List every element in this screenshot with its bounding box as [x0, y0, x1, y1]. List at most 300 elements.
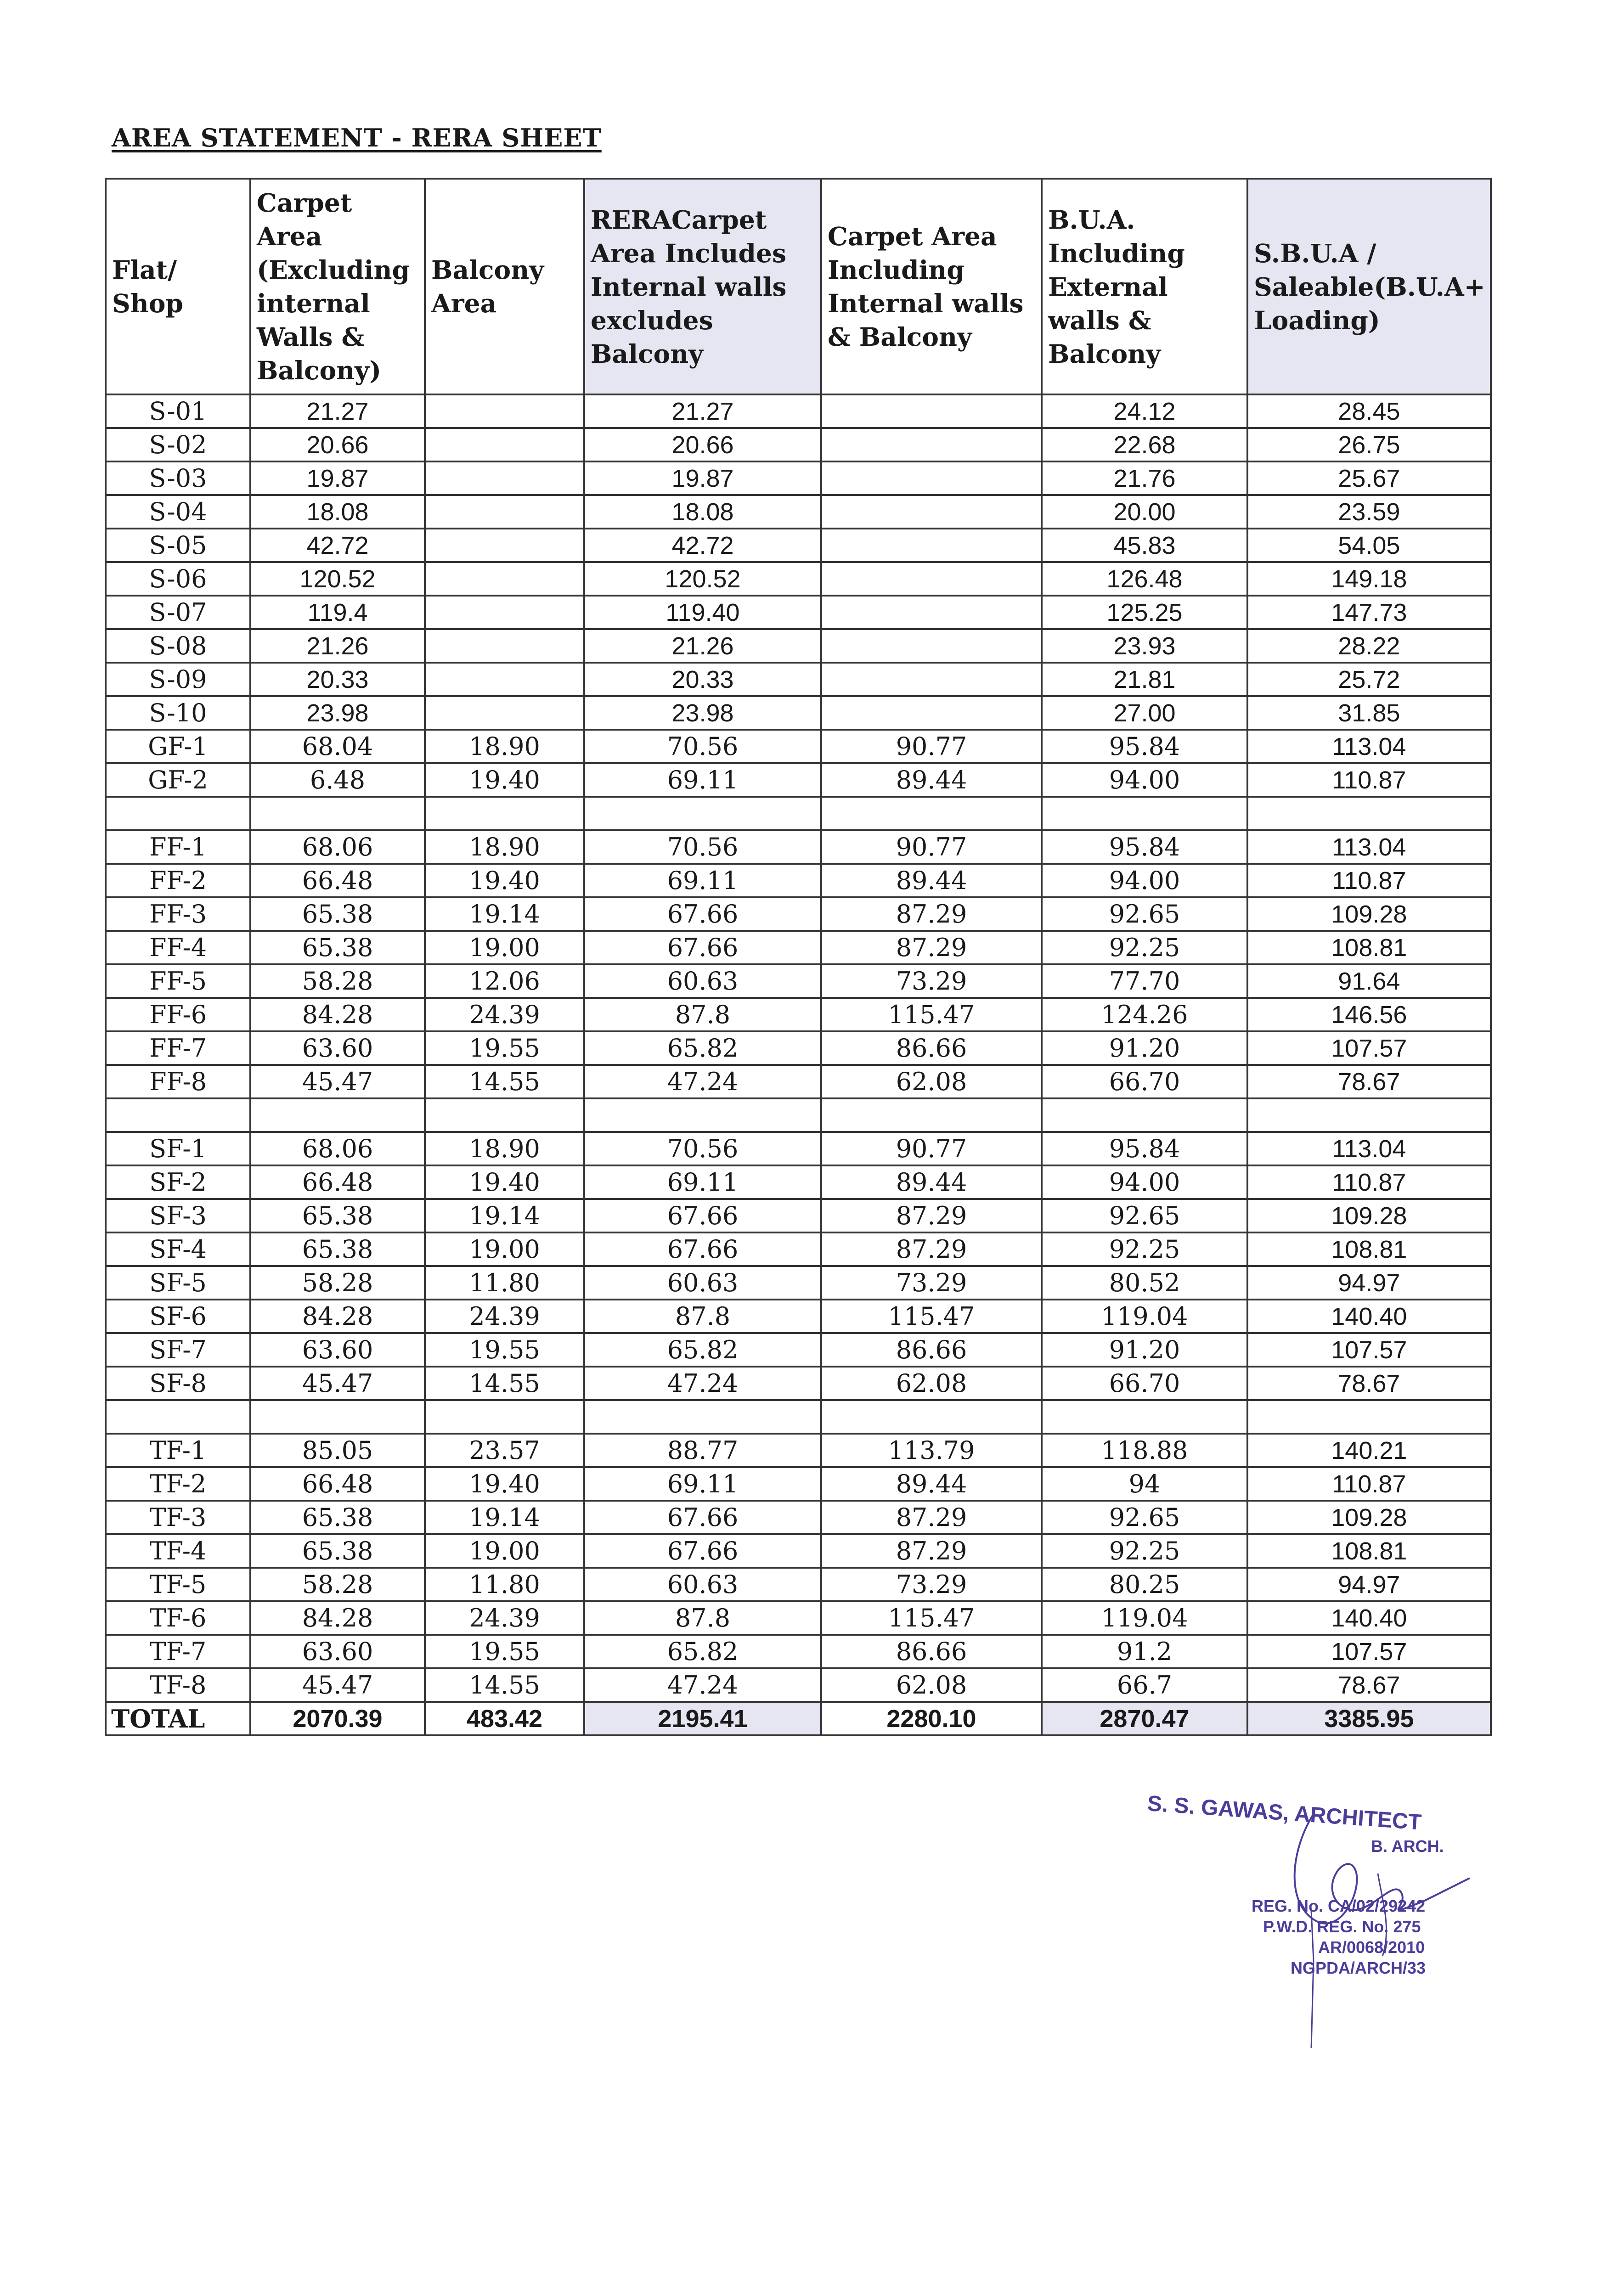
cell-bua	[1042, 1098, 1247, 1132]
cell-incl	[821, 696, 1042, 730]
cell-bua	[1042, 1400, 1247, 1434]
table-row	[106, 730, 1491, 763]
cell-bua: 95.84	[1042, 830, 1247, 864]
cell-incl: 90.77	[821, 730, 1042, 763]
cell-rera: 65.82	[584, 1635, 821, 1668]
cell-carpet: 45.47	[250, 1065, 425, 1098]
table-row	[106, 1467, 1491, 1501]
cell-sbua: 107.57	[1247, 1333, 1491, 1367]
cell-incl: 73.29	[821, 964, 1042, 998]
cell-bua: 92.25	[1042, 1232, 1247, 1266]
table-row	[106, 428, 1491, 461]
cell-id: S-08	[106, 629, 250, 663]
cell-balcony: 19.00	[425, 1232, 584, 1266]
cell-bua: 91.2	[1042, 1635, 1247, 1668]
cell-incl	[821, 394, 1042, 428]
cell-carpet: 68.04	[250, 730, 425, 763]
cell-sbua: 113.04	[1247, 730, 1491, 763]
cell-id: FF-4	[106, 931, 250, 964]
cell-incl	[821, 629, 1042, 663]
cell-sbua: 26.75	[1247, 428, 1491, 461]
cell-balcony: 14.55	[425, 1367, 584, 1400]
cell-balcony: 24.39	[425, 998, 584, 1031]
cell-bua: 27.00	[1042, 696, 1247, 730]
total-rera: 2195.41	[584, 1702, 821, 1735]
cell-sbua: 23.59	[1247, 495, 1491, 529]
cell-incl: 87.29	[821, 1501, 1042, 1534]
cell-carpet: 65.38	[250, 897, 425, 931]
cell-id: FF-7	[106, 1031, 250, 1065]
cell-carpet: 58.28	[250, 1568, 425, 1601]
cell-rera: 21.26	[584, 629, 821, 663]
cell-incl	[821, 562, 1042, 596]
cell-bua: 23.93	[1042, 629, 1247, 663]
cell-carpet: 65.38	[250, 931, 425, 964]
cell-balcony	[425, 1098, 584, 1132]
cell-rera: 70.56	[584, 830, 821, 864]
cell-id: TF-1	[106, 1434, 250, 1467]
cell-balcony	[425, 629, 584, 663]
cell-sbua: 110.87	[1247, 763, 1491, 797]
cell-balcony	[425, 461, 584, 495]
total-id: TOTAL	[106, 1702, 250, 1735]
cell-id: SF-7	[106, 1333, 250, 1367]
table-row	[106, 1635, 1491, 1668]
cell-rera	[584, 797, 821, 830]
cell-bua: 92.65	[1042, 1501, 1247, 1534]
cell-balcony: 14.55	[425, 1065, 584, 1098]
cell-balcony	[425, 495, 584, 529]
table-row	[106, 763, 1491, 797]
cell-carpet: 63.60	[250, 1031, 425, 1065]
cell-id: SF-5	[106, 1266, 250, 1300]
cell-balcony: 19.14	[425, 1501, 584, 1534]
cell-id: S-04	[106, 495, 250, 529]
cell-carpet: 65.38	[250, 1501, 425, 1534]
cell-balcony	[425, 596, 584, 629]
cell-id: S-06	[106, 562, 250, 596]
header-carpet-area: Carpet Area (Excluding internal Walls & Balcony)	[250, 179, 425, 394]
cell-incl: 62.08	[821, 1065, 1042, 1098]
cell-rera: 47.24	[584, 1367, 821, 1400]
cell-incl: 90.77	[821, 1132, 1042, 1165]
cell-incl: 86.66	[821, 1635, 1042, 1668]
cell-balcony: 18.90	[425, 730, 584, 763]
cell-bua: 94.00	[1042, 1165, 1247, 1199]
cell-incl: 113.79	[821, 1434, 1042, 1467]
cell-id: SF-8	[106, 1367, 250, 1400]
cell-sbua: 113.04	[1247, 830, 1491, 864]
cell-id: SF-3	[106, 1199, 250, 1232]
table-row	[106, 1534, 1491, 1568]
cell-bua: 80.25	[1042, 1568, 1247, 1601]
stamp-reg-line: REG. No. CA/02/29242	[1252, 1896, 1426, 1915]
cell-sbua: 31.85	[1247, 696, 1491, 730]
cell-balcony: 19.55	[425, 1635, 584, 1668]
cell-carpet: 65.38	[250, 1232, 425, 1266]
cell-balcony: 12.06	[425, 964, 584, 998]
cell-balcony: 11.80	[425, 1266, 584, 1300]
cell-balcony	[425, 663, 584, 696]
cell-sbua: 28.22	[1247, 629, 1491, 663]
cell-carpet	[250, 1400, 425, 1434]
header-balcony-area: Balcony Area	[425, 179, 584, 394]
cell-rera: 87.8	[584, 1300, 821, 1333]
total-bua: 2870.47	[1042, 1702, 1247, 1735]
cell-id: TF-6	[106, 1601, 250, 1635]
cell-carpet: 63.60	[250, 1333, 425, 1367]
table-row	[106, 1333, 1491, 1367]
cell-id: S-03	[106, 461, 250, 495]
cell-sbua: 149.18	[1247, 562, 1491, 596]
blank-row	[106, 797, 1491, 830]
cell-bua: 92.25	[1042, 931, 1247, 964]
cell-carpet: 120.52	[250, 562, 425, 596]
cell-balcony	[425, 696, 584, 730]
area-statement-table	[105, 178, 1492, 1736]
cell-incl: 86.66	[821, 1031, 1042, 1065]
cell-incl: 62.08	[821, 1668, 1042, 1702]
table-row	[106, 931, 1491, 964]
stamp-reg-line: AR/0068/2010	[1318, 1938, 1425, 1957]
stamp-reg-line: NGPDA/ARCH/33	[1291, 1958, 1426, 1977]
cell-bua: 95.84	[1042, 1132, 1247, 1165]
cell-sbua: 140.21	[1247, 1434, 1491, 1467]
cell-bua: 119.04	[1042, 1601, 1247, 1635]
table-row	[106, 864, 1491, 897]
blank-row	[106, 1400, 1491, 1434]
cell-id: S-09	[106, 663, 250, 696]
cell-bua: 21.76	[1042, 461, 1247, 495]
cell-incl	[821, 663, 1042, 696]
cell-id	[106, 1400, 250, 1434]
stamp-name: S. S. GAWAS, ARCHITECT	[1146, 1791, 1422, 1835]
cell-sbua: 25.67	[1247, 461, 1491, 495]
cell-sbua: 110.87	[1247, 1165, 1491, 1199]
cell-rera: 18.08	[584, 495, 821, 529]
table-row	[106, 596, 1491, 629]
cell-bua: 66.7	[1042, 1668, 1247, 1702]
cell-id: S-05	[106, 529, 250, 562]
table-row	[106, 830, 1491, 864]
cell-sbua: 140.40	[1247, 1601, 1491, 1635]
cell-rera: 23.98	[584, 696, 821, 730]
cell-bua: 20.00	[1042, 495, 1247, 529]
header-bua: B.U.A. Including External walls & Balcony	[1042, 179, 1247, 394]
cell-id: FF-1	[106, 830, 250, 864]
table-row	[106, 529, 1491, 562]
cell-rera: 20.66	[584, 428, 821, 461]
cell-id: TF-3	[106, 1501, 250, 1534]
cell-id: SF-4	[106, 1232, 250, 1266]
cell-id: S-10	[106, 696, 250, 730]
cell-incl: 115.47	[821, 998, 1042, 1031]
cell-sbua: 110.87	[1247, 864, 1491, 897]
cell-bua: 66.70	[1042, 1367, 1247, 1400]
cell-sbua	[1247, 1400, 1491, 1434]
cell-carpet: 85.05	[250, 1434, 425, 1467]
cell-rera: 60.63	[584, 964, 821, 998]
cell-bua: 91.20	[1042, 1031, 1247, 1065]
cell-sbua: 108.81	[1247, 1232, 1491, 1266]
cell-balcony: 24.39	[425, 1300, 584, 1333]
cell-rera: 60.63	[584, 1266, 821, 1300]
cell-sbua: 109.28	[1247, 1501, 1491, 1534]
cell-sbua: 54.05	[1247, 529, 1491, 562]
cell-balcony	[425, 394, 584, 428]
signature	[1286, 1809, 1479, 2048]
cell-balcony: 18.90	[425, 1132, 584, 1165]
cell-bua: 95.84	[1042, 730, 1247, 763]
cell-rera: 119.40	[584, 596, 821, 629]
document-title: AREA STATEMENT - RERA SHEET	[112, 123, 602, 152]
cell-balcony	[425, 797, 584, 830]
cell-balcony: 11.80	[425, 1568, 584, 1601]
cell-balcony: 19.55	[425, 1333, 584, 1367]
cell-id: FF-3	[106, 897, 250, 931]
cell-rera: 70.56	[584, 1132, 821, 1165]
table-row	[106, 461, 1491, 495]
header-flat-shop: Flat/ Shop	[106, 179, 250, 394]
cell-incl: 73.29	[821, 1266, 1042, 1300]
cell-rera: 87.8	[584, 1601, 821, 1635]
cell-rera	[584, 1098, 821, 1132]
cell-id: FF-2	[106, 864, 250, 897]
cell-id: FF-6	[106, 998, 250, 1031]
cell-bua	[1042, 797, 1247, 830]
cell-incl	[821, 495, 1042, 529]
cell-bua: 21.81	[1042, 663, 1247, 696]
cell-bua: 125.25	[1042, 596, 1247, 629]
cell-incl: 90.77	[821, 830, 1042, 864]
table-row	[106, 1668, 1491, 1702]
cell-balcony: 19.00	[425, 931, 584, 964]
cell-rera: 20.33	[584, 663, 821, 696]
total-row	[106, 1702, 1491, 1735]
cell-carpet: 42.72	[250, 529, 425, 562]
cell-incl	[821, 1400, 1042, 1434]
table-row	[106, 562, 1491, 596]
cell-bua: 124.26	[1042, 998, 1247, 1031]
cell-sbua: 78.67	[1247, 1367, 1491, 1400]
table-row	[106, 897, 1491, 931]
cell-carpet: 65.38	[250, 1199, 425, 1232]
cell-incl	[821, 461, 1042, 495]
cell-incl: 89.44	[821, 763, 1042, 797]
cell-balcony: 24.39	[425, 1601, 584, 1635]
cell-sbua: 78.67	[1247, 1668, 1491, 1702]
cell-bua: 22.68	[1042, 428, 1247, 461]
cell-sbua: 109.28	[1247, 897, 1491, 931]
cell-carpet: 68.06	[250, 830, 425, 864]
table-row	[106, 663, 1491, 696]
cell-incl: 115.47	[821, 1601, 1042, 1635]
table-row	[106, 394, 1491, 428]
cell-incl: 87.29	[821, 1199, 1042, 1232]
cell-incl: 89.44	[821, 1467, 1042, 1501]
cell-rera: 67.66	[584, 1534, 821, 1568]
table-row	[106, 1434, 1491, 1467]
table-body	[106, 394, 1491, 1735]
cell-balcony: 19.40	[425, 763, 584, 797]
cell-incl: 89.44	[821, 1165, 1042, 1199]
table-row	[106, 1266, 1491, 1300]
cell-rera: 69.11	[584, 763, 821, 797]
cell-sbua: 108.81	[1247, 931, 1491, 964]
cell-carpet: 119.4	[250, 596, 425, 629]
header-sbua: S.B.U.A / Saleable(B.U.A+ Loading)	[1247, 179, 1491, 394]
cell-carpet: 84.28	[250, 1300, 425, 1333]
cell-incl: 86.66	[821, 1333, 1042, 1367]
table-row	[106, 696, 1491, 730]
cell-bua: 24.12	[1042, 394, 1247, 428]
total-balcony: 483.42	[425, 1702, 584, 1735]
table-row	[106, 1165, 1491, 1199]
cell-bua: 119.04	[1042, 1300, 1247, 1333]
cell-rera: 70.56	[584, 730, 821, 763]
cell-rera: 65.82	[584, 1031, 821, 1065]
cell-bua: 92.25	[1042, 1534, 1247, 1568]
cell-incl: 89.44	[821, 864, 1042, 897]
cell-bua: 66.70	[1042, 1065, 1247, 1098]
cell-rera: 67.66	[584, 931, 821, 964]
cell-id: SF-2	[106, 1165, 250, 1199]
cell-bua: 94.00	[1042, 763, 1247, 797]
cell-rera: 21.27	[584, 394, 821, 428]
cell-carpet	[250, 1098, 425, 1132]
header-carpet-incl-balcony: Carpet Area Including Internal walls & Balcony	[821, 179, 1042, 394]
cell-incl	[821, 529, 1042, 562]
stamp-degree: B. ARCH.	[1371, 1837, 1444, 1856]
cell-carpet: 66.48	[250, 864, 425, 897]
cell-sbua: 28.45	[1247, 394, 1491, 428]
cell-carpet: 68.06	[250, 1132, 425, 1165]
cell-incl: 87.29	[821, 1534, 1042, 1568]
cell-bua: 126.48	[1042, 562, 1247, 596]
cell-balcony: 18.90	[425, 830, 584, 864]
cell-id: GF-1	[106, 730, 250, 763]
cell-bua: 91.20	[1042, 1333, 1247, 1367]
cell-sbua: 25.72	[1247, 663, 1491, 696]
cell-balcony: 23.57	[425, 1434, 584, 1467]
cell-id: TF-7	[106, 1635, 250, 1668]
total-sbua: 3385.95	[1247, 1702, 1491, 1735]
cell-id: FF-5	[106, 964, 250, 998]
table-row	[106, 1568, 1491, 1601]
cell-rera	[584, 1400, 821, 1434]
cell-incl	[821, 596, 1042, 629]
cell-rera: 60.63	[584, 1568, 821, 1601]
cell-carpet: 20.66	[250, 428, 425, 461]
cell-id: SF-6	[106, 1300, 250, 1333]
cell-carpet: 20.33	[250, 663, 425, 696]
cell-id: TF-8	[106, 1668, 250, 1702]
cell-rera: 69.11	[584, 1165, 821, 1199]
cell-sbua: 78.67	[1247, 1065, 1491, 1098]
cell-bua: 118.88	[1042, 1434, 1247, 1467]
cell-id: S-02	[106, 428, 250, 461]
cell-balcony: 14.55	[425, 1668, 584, 1702]
table-row	[106, 629, 1491, 663]
cell-bua: 45.83	[1042, 529, 1247, 562]
cell-id: S-01	[106, 394, 250, 428]
cell-rera: 67.66	[584, 1199, 821, 1232]
cell-balcony	[425, 1400, 584, 1434]
cell-sbua: 109.28	[1247, 1199, 1491, 1232]
cell-rera: 42.72	[584, 529, 821, 562]
cell-rera: 47.24	[584, 1065, 821, 1098]
cell-incl: 87.29	[821, 1232, 1042, 1266]
cell-balcony	[425, 428, 584, 461]
cell-carpet: 84.28	[250, 998, 425, 1031]
table-row	[106, 1031, 1491, 1065]
stamp-reg-line: P.W.D. REG. No. 275	[1263, 1917, 1421, 1936]
table-row	[106, 1199, 1491, 1232]
table-row	[106, 1367, 1491, 1400]
header-row	[106, 179, 1491, 394]
cell-balcony: 19.40	[425, 1467, 584, 1501]
cell-sbua: 110.87	[1247, 1467, 1491, 1501]
cell-carpet: 18.08	[250, 495, 425, 529]
table-row	[106, 964, 1491, 998]
table-row	[106, 495, 1491, 529]
cell-rera: 87.8	[584, 998, 821, 1031]
cell-id: TF-2	[106, 1467, 250, 1501]
cell-id: GF-2	[106, 763, 250, 797]
cell-incl: 87.29	[821, 931, 1042, 964]
cell-balcony: 19.00	[425, 1534, 584, 1568]
header-rera-carpet-area: RERACarpet Area Includes Internal walls excludes Balcony	[584, 179, 821, 394]
cell-sbua: 147.73	[1247, 596, 1491, 629]
cell-sbua: 107.57	[1247, 1031, 1491, 1065]
cell-sbua: 140.40	[1247, 1300, 1491, 1333]
table-row	[106, 1601, 1491, 1635]
cell-sbua: 91.64	[1247, 964, 1491, 998]
cell-rera: 65.82	[584, 1333, 821, 1367]
total-incl: 2280.10	[821, 1702, 1042, 1735]
cell-bua: 94.00	[1042, 864, 1247, 897]
cell-sbua	[1247, 1098, 1491, 1132]
cell-carpet: 63.60	[250, 1635, 425, 1668]
cell-sbua: 94.97	[1247, 1266, 1491, 1300]
cell-carpet: 65.38	[250, 1534, 425, 1568]
cell-rera: 67.66	[584, 897, 821, 931]
cell-sbua: 108.81	[1247, 1534, 1491, 1568]
cell-rera: 47.24	[584, 1668, 821, 1702]
cell-carpet	[250, 797, 425, 830]
cell-sbua	[1247, 797, 1491, 830]
cell-id: FF-8	[106, 1065, 250, 1098]
cell-rera: 69.11	[584, 864, 821, 897]
cell-id: TF-4	[106, 1534, 250, 1568]
cell-incl	[821, 1098, 1042, 1132]
cell-incl	[821, 797, 1042, 830]
cell-rera: 67.66	[584, 1501, 821, 1534]
cell-sbua: 146.56	[1247, 998, 1491, 1031]
cell-carpet: 84.28	[250, 1601, 425, 1635]
cell-incl: 115.47	[821, 1300, 1042, 1333]
total-carpet: 2070.39	[250, 1702, 425, 1735]
cell-incl	[821, 428, 1042, 461]
cell-balcony: 19.40	[425, 1165, 584, 1199]
blank-row	[106, 1098, 1491, 1132]
cell-rera: 120.52	[584, 562, 821, 596]
cell-sbua: 94.97	[1247, 1568, 1491, 1601]
table-row	[106, 1232, 1491, 1266]
cell-carpet: 6.48	[250, 763, 425, 797]
cell-sbua: 113.04	[1247, 1132, 1491, 1165]
table-row	[106, 1132, 1491, 1165]
